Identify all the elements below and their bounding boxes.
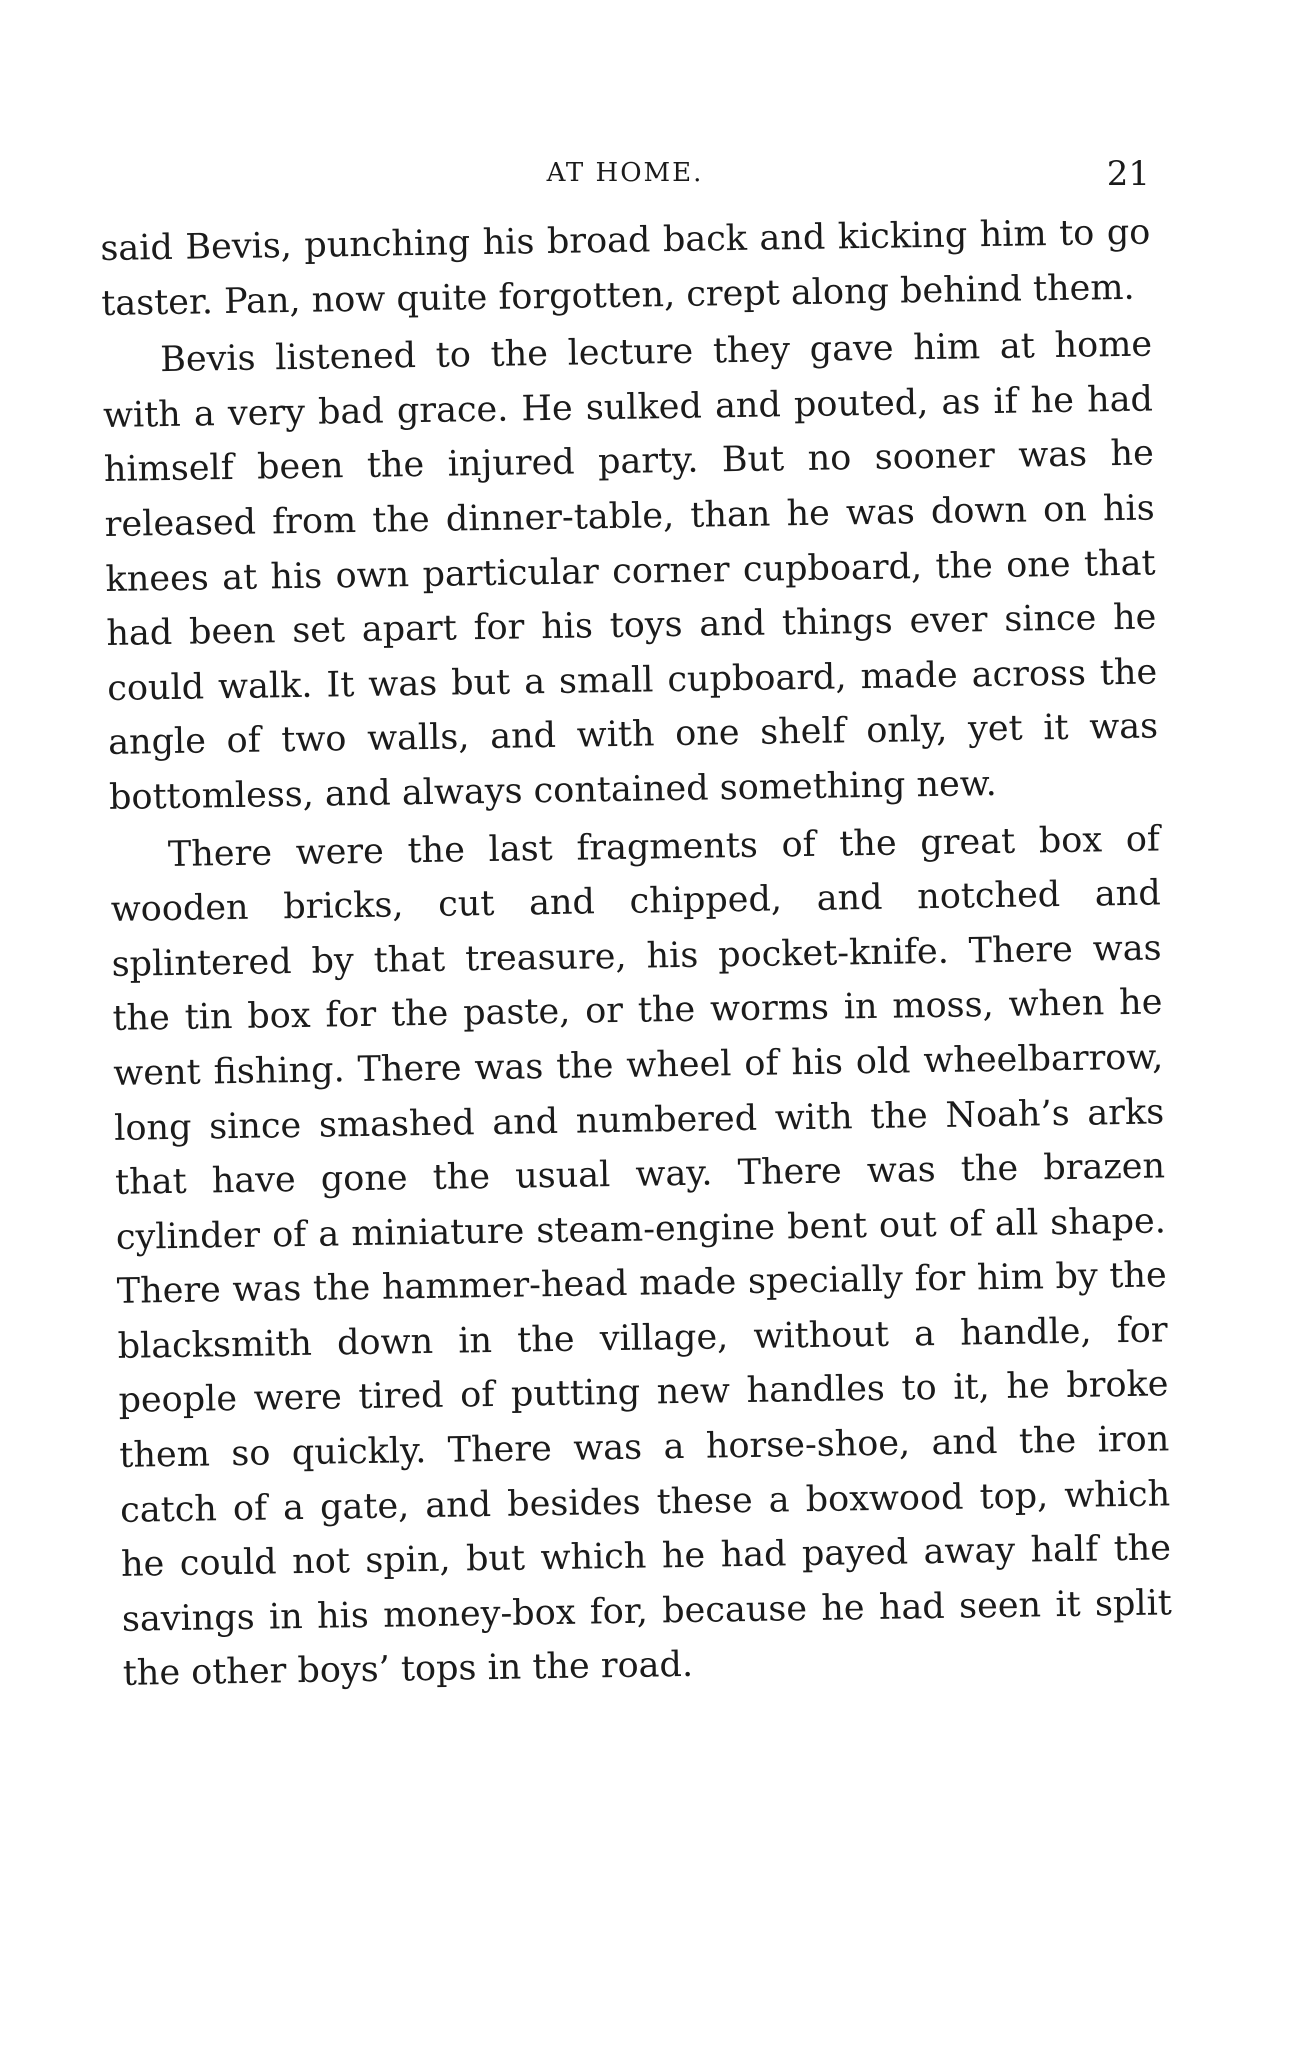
paragraph-2: Bevis listened to the lecture they gave him at home with a very bad grace. He sulked and pouted, as if he had himself been the injured party. But no sooner was he released from the dinner-table, than he was down on his knees at his own particular corner cupboard, the one that had been set apart for his toys and things ever since he could walk. It was but a small cupboard, made across the angle of two walls, and with one shelf only, yet it was bottomless, and always contained something new.: [102, 324, 1159, 818]
chapter-title: AT HOME.: [546, 158, 704, 188]
page-text: [100, 206, 1173, 1702]
paragraph-1: said Bevis, punching his broad back and kicking him to go taster. Pan, now quite forgotten, crept along behind them.: [100, 212, 1151, 324]
running-header: [100, 150, 1150, 210]
paragraph-3: There were the last fragments of the great box of wooden bricks, cut and chipped, and notched and splintered by that treasure, his pocket-knife. There was the tin box for the paste, or the worms in moss, when he went fishing. There was the wheel of his old wheelbarrow, long since smashed and numbered with the Noah’s arks that have gone the usual way. There was the brazen cylinder of a miniature steam-engine bent out of all shape. There was the hammer-head made specially for him by the blacksmith down in the village, without a handle, for people were tired of putting new handles to it, he broke them so quickly. There was a horse-shoe, and the iron catch of a gate, and besides these a boxwood top, which he could not spin, but which he had payed away half the savings in his money-box for, because he had seen it split the other boys’ tops in the road.: [110, 818, 1173, 1695]
page-number: 21: [1106, 154, 1150, 194]
